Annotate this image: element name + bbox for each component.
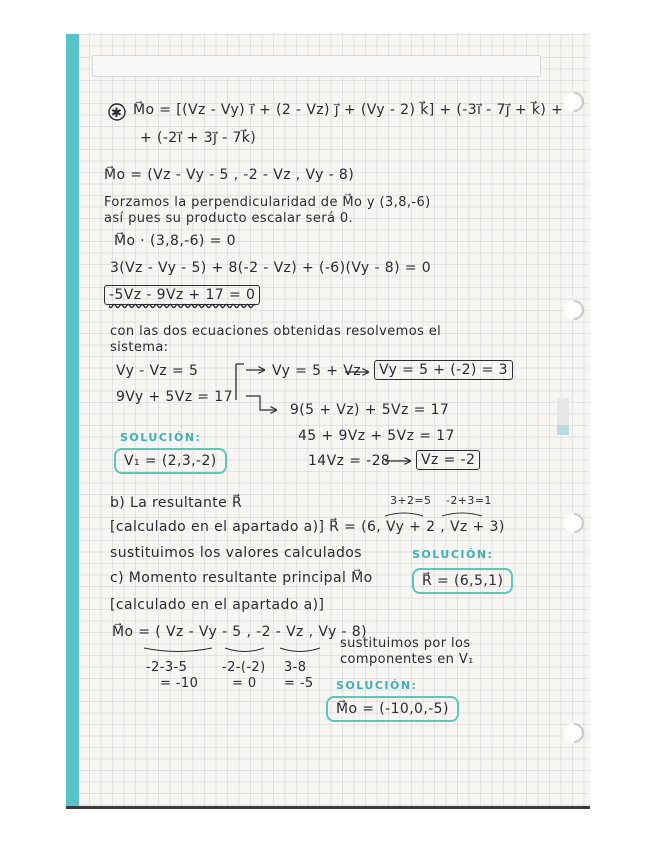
section-c-expression: M⃗o = ( Vz - Vy - 5 , -2 - Vz , Vy - 8) [112,624,367,640]
star-icon: ✱ [111,106,122,121]
section-c-reference: [calculado en el apartado a)] [110,597,325,613]
section-b-substitution: sustituimos los valores calculados [110,545,362,561]
bracket-mark [236,364,244,400]
solution-label-1: SOLUCIÓN: [120,431,202,444]
solution-label-3: SOLUCIÓN: [336,679,418,692]
equation-2-substituted: 9(5 + Vz) + 5Vz = 17 [290,402,450,418]
b-note-1: 3+2=5 [390,494,432,507]
calc-y-result: = 0 [232,676,257,691]
equation-4: 14Vz = -28 [308,453,391,469]
brace-mark [144,648,212,652]
solution-r: R⃗ = (6,5,1) [412,568,513,594]
calc-x-result: = -10 [160,676,199,691]
moment-expression-line-2: + (-2i⃗ + 3j⃗ - 7k⃗) [140,130,257,146]
section-b-title: b) La resultante R⃗ [110,495,243,511]
solution-v1: V₁ = (2,3,-2) [114,448,227,474]
equation-boxed: -5Vz - 9Vz + 17 = 0 [104,285,260,305]
brace-mark [385,513,423,516]
brace-mark [225,648,264,652]
section-c-note-1: sustituimos por los [340,636,471,651]
b-note-2: -2+3=1 [446,494,492,507]
perpendicularity-text-1: Forzamos la perpendicularidad de M⃗o y (3,8,-6) [104,195,431,210]
system-text-1: con las dos ecuaciones obtenidas resolvemos el [110,324,442,339]
section-b-expression: [calculado en el apartado a)] R⃗ = (6, Vy + 2 , Vz + 3) [110,519,505,535]
solution-mo: M⃗o = (-10,0,-5) [326,696,459,722]
equation-3: 45 + 9Vz + 5Vz = 17 [298,428,455,444]
equation-1-result: Vy = 5 + Vz [272,363,361,379]
moment-simplified: M⃗o = (Vz - Vy - 5 , -2 - Vz , Vy - 8) [104,167,355,183]
arrow-2 [246,396,276,410]
brace-mark [442,513,482,516]
calc-x: -2-3-5 [146,660,188,675]
vz-result-box: Vz = -2 [416,450,480,470]
calc-y: -2-(-2) [222,660,266,675]
section-c-title: c) Momento resultante principal M⃗o [110,570,373,586]
system-text-2: sistema: [110,340,169,355]
solution-label-2: SOLUCIÓN: [412,548,494,561]
perpendicularity-text-2: así pues su producto escalar será 0. [104,211,354,226]
section-c-note-2: componentes en V₁ [340,652,474,667]
dot-product-expanded: 3(Vz - Vy - 5) + 8(-2 - Vz) + (-6)(Vy - 8) = 0 [110,260,432,276]
equation-1: Vy - Vz = 5 [116,363,199,379]
calc-z-result: = -5 [284,676,314,691]
brace-mark [280,648,320,652]
moment-expression-line-1: M⃗o = [(Vz - Vy) i⃗ + (2 - Vz) j⃗ + (Vy - 2) k⃗] + (-3i⃗ - 7j⃗ + k⃗) + [133,102,564,118]
calc-z: 3-8 [284,660,307,675]
equation-2: 9Vy + 5Vz = 17 [116,389,233,405]
vy-result-box: Vy = 5 + (-2) = 3 [374,360,513,380]
dot-product: M⃗o · (3,8,-6) = 0 [114,233,236,249]
